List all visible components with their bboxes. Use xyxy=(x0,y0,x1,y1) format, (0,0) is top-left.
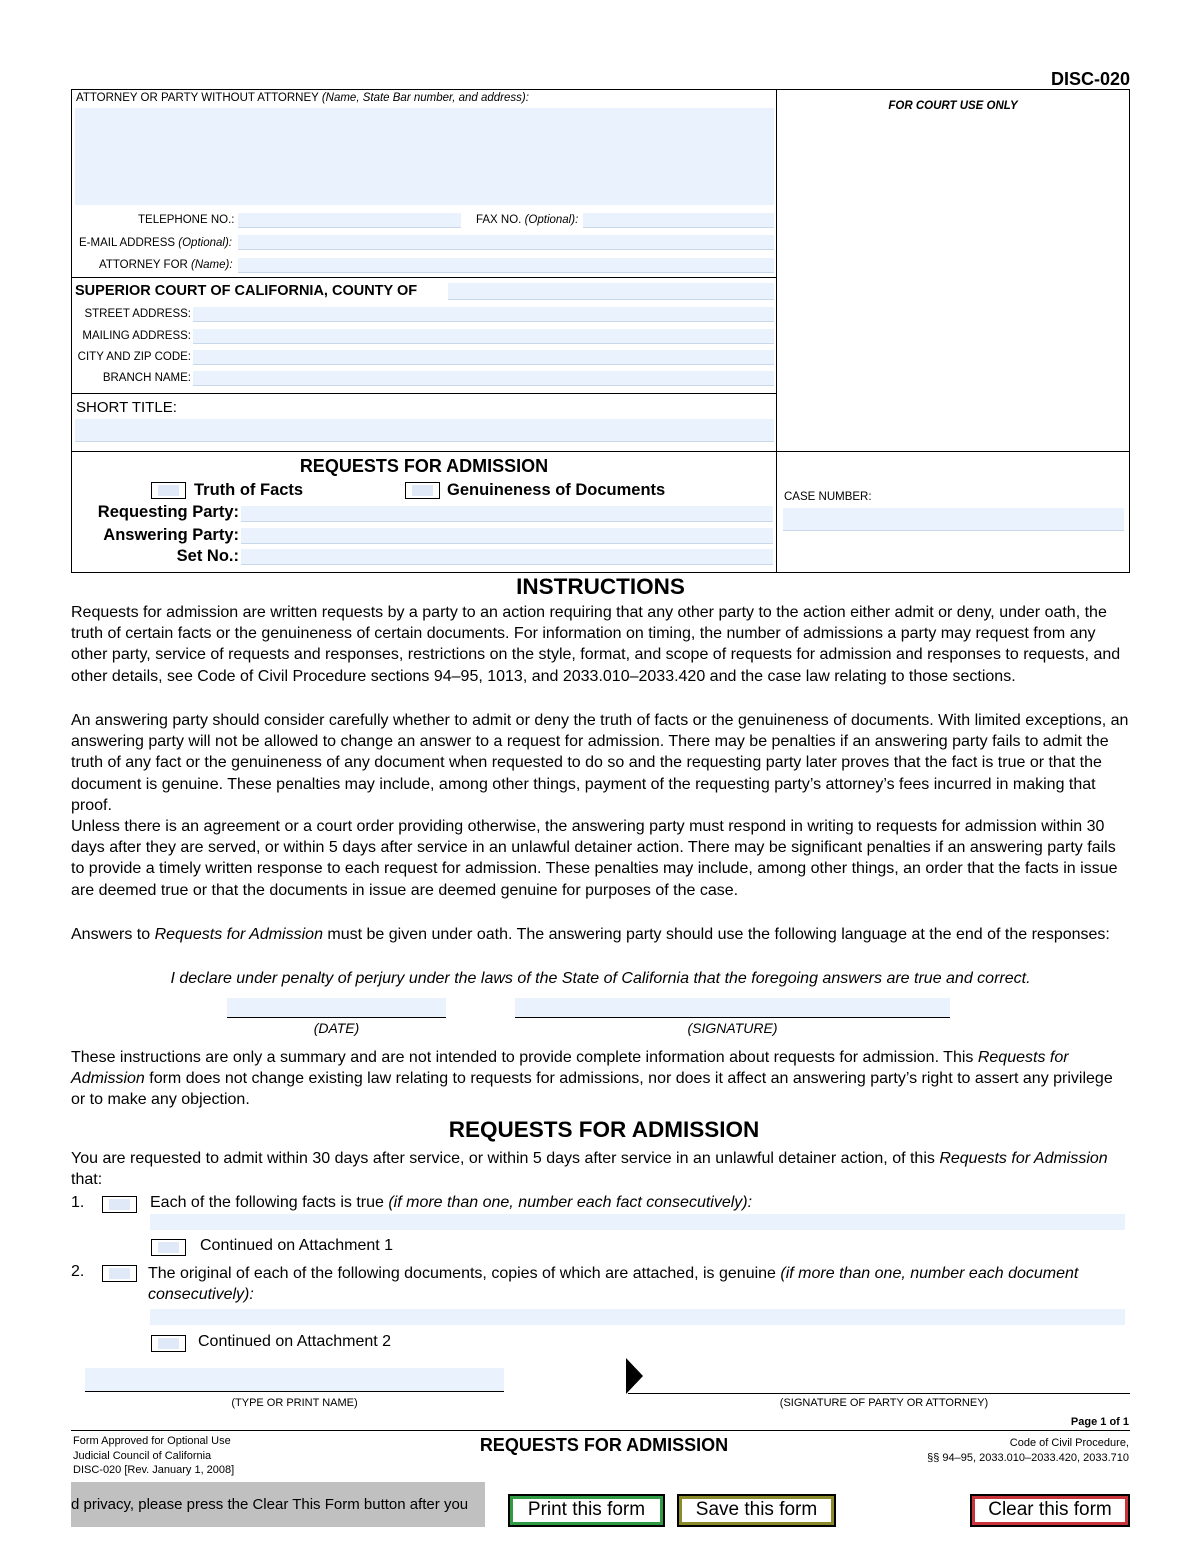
mailing-field[interactable] xyxy=(193,329,774,344)
form-approved-block: Form Approved for Optional Use Judicial Council of California DISC-020 [Rev. January 1, 2008] xyxy=(73,1435,235,1476)
doc-title: REQUESTS FOR ADMISSION xyxy=(299,456,549,476)
footer-title: REQUESTS FOR ADMISSION xyxy=(479,1435,729,1455)
form-id: DISC-020 xyxy=(1050,69,1130,89)
signature-label: (SIGNATURE) xyxy=(687,1020,778,1036)
branch-label: BRANCH NAME: xyxy=(102,372,191,384)
attorney-for-field[interactable] xyxy=(238,258,774,273)
item-1-number: 1. xyxy=(71,1194,85,1211)
street-label: STREET ADDRESS: xyxy=(84,308,191,320)
set-no-field[interactable] xyxy=(241,549,773,565)
item-2-number: 2. xyxy=(71,1263,85,1280)
genuineness-checkbox[interactable] xyxy=(405,482,440,499)
requesting-party-field[interactable] xyxy=(241,506,773,522)
answering-party-label: Answering Party: xyxy=(103,526,239,544)
fax-label: FAX NO. (Optional): xyxy=(476,214,579,226)
attachment-2-checkbox[interactable] xyxy=(151,1335,186,1352)
signature-party-label: (SIGNATURE OF PARTY OR ATTORNEY) xyxy=(779,1397,989,1409)
signature-field[interactable] xyxy=(515,998,950,1018)
instructions-paragraph-3: Unless there is an agreement or a court order providing otherwise, the answering party must respond in writing to requests for admission within 30 days after they are served, or within 5 days after service in an unlawful detainer action. There may be significant penalties if an answering party fails to provide a timely written response to each request for admission. These penalties may include, among other things, an order that the facts in issue are deemed true or that the documents in issue are deemed genuine for purposes of the case. xyxy=(71,818,1118,899)
truth-of-facts-checkbox[interactable] xyxy=(151,482,186,499)
fax-field[interactable] xyxy=(583,213,774,228)
print-form-button[interactable]: Print this form xyxy=(508,1494,665,1527)
type-name-label: (TYPE OR PRINT NAME) xyxy=(231,1397,358,1409)
short-title-field[interactable] xyxy=(75,419,774,442)
city-zip-label: CITY AND ZIP CODE: xyxy=(77,351,191,363)
set-no-label: Set No.: xyxy=(176,547,239,565)
street-field[interactable] xyxy=(193,307,774,322)
date-field[interactable] xyxy=(227,998,446,1018)
attorney-for-label: ATTORNEY FOR (Name): xyxy=(99,259,233,271)
attachment-1-label: Continued on Attachment 1 xyxy=(200,1237,394,1254)
court-title: SUPERIOR COURT OF CALIFORNIA, COUNTY OF xyxy=(75,283,418,299)
attorney-label: ATTORNEY OR PARTY WITHOUT ATTORNEY (Name, State Bar number, and address): xyxy=(76,92,529,104)
date-label: (DATE) xyxy=(313,1020,360,1036)
instructions-paragraph-5: These instructions are only a summary and are not intended to provide complete information about requests for admission. This Requests for Admission form does not change existing law relating to requests for admissions, nor does it affect an answering party’s right to assert any privilege or to make any objection. xyxy=(71,1049,1113,1109)
item-2-checkbox[interactable] xyxy=(102,1265,137,1282)
declaration-text: I declare under penalty of perjury under the laws of the State of California that the foregoing answers are true and correct. xyxy=(170,970,1031,987)
branch-field[interactable] xyxy=(193,371,774,386)
requests-heading: REQUESTS FOR ADMISSION xyxy=(448,1117,760,1142)
answering-party-field[interactable] xyxy=(241,528,773,544)
privacy-notice: d privacy, please press the Clear This Form button after you xyxy=(71,1482,485,1527)
item-1-text: Each of the following facts is true (if more than one, number each fact consecutively): xyxy=(150,1194,753,1211)
requests-intro: You are requested to admit within 30 days after service, or within 5 days after service in an unlawful detainer action, of this Requests for Admission that: xyxy=(71,1150,1108,1189)
case-number-field[interactable] xyxy=(783,508,1124,531)
email-field[interactable] xyxy=(238,235,774,250)
instructions-paragraph-4: Answers to Requests for Admission must be given under oath. The answering party should use the following language at the end of the responses: xyxy=(71,926,1110,943)
code-citation: Code of Civil Procedure, §§ 94–95, 2033.010–2033.420, 2033.710 xyxy=(927,1437,1129,1464)
attorney-name-address-field[interactable] xyxy=(75,108,774,205)
instructions-paragraph-2: An answering party should consider carefully whether to admit or deny the truth of facts or the genuineness of documents. With limited exceptions, an answering party will not be allowed to change an answer to a request for admission. There may be penalties if an answering party fails to admit the truth of any fact or the genuineness of any document when requested to do so and the requesting party later proves that the fact is true or that the document is genuine. These penalties may include, among other things, payment of the requesting party’s attorney’s fees incurred in making that proof. xyxy=(71,712,1129,814)
item-2-text: The original of each of the following documents, copies of which are attached, is genuine (if more than one, number each document consecutively): xyxy=(148,1265,1079,1303)
page-number: Page 1 of 1 xyxy=(1070,1416,1129,1428)
email-label: E-MAIL ADDRESS (Optional): xyxy=(79,237,232,249)
court-use-only-label: FOR COURT USE ONLY xyxy=(888,100,1018,112)
signature-arrow-icon xyxy=(626,1358,646,1394)
telephone-field[interactable] xyxy=(238,213,461,228)
county-field[interactable] xyxy=(448,283,774,300)
city-zip-field[interactable] xyxy=(193,350,774,365)
mailing-label: MAILING ADDRESS: xyxy=(82,330,191,342)
type-name-field[interactable] xyxy=(85,1368,504,1392)
telephone-label: TELEPHONE NO.: xyxy=(138,214,235,226)
requesting-party-label: Requesting Party: xyxy=(97,503,239,521)
save-form-button[interactable]: Save this form xyxy=(677,1494,836,1527)
item-1-facts-field[interactable] xyxy=(150,1214,1125,1230)
truth-of-facts-label: Truth of Facts xyxy=(194,481,304,499)
item-2-documents-field[interactable] xyxy=(150,1309,1125,1325)
attachment-1-checkbox[interactable] xyxy=(151,1239,186,1256)
genuineness-label: Genuineness of Documents xyxy=(447,481,666,499)
instructions-paragraph-1: Requests for admission are written requests by a party to an action requiring that any other party to the action either admit or deny, under oath, the truth of certain facts or the genuineness of certain documents. For information on timing, the number of admissions a party may request from any other party, service of requests and responses, restrictions on the style, format, and scope of requests for admission and responses to requests, and other details, see Code of Civil Procedure sections 94–95, 1013, and 2033.010–2033.420 and the case law relating to those sections. xyxy=(71,604,1121,685)
instructions-heading: INSTRUCTIONS xyxy=(516,574,685,599)
short-title-label: SHORT TITLE: xyxy=(76,399,177,416)
clear-form-button[interactable]: Clear this form xyxy=(970,1494,1130,1527)
item-1-checkbox[interactable] xyxy=(102,1196,137,1213)
case-number-label: CASE NUMBER: xyxy=(784,491,872,503)
attachment-2-label: Continued on Attachment 2 xyxy=(198,1333,392,1350)
